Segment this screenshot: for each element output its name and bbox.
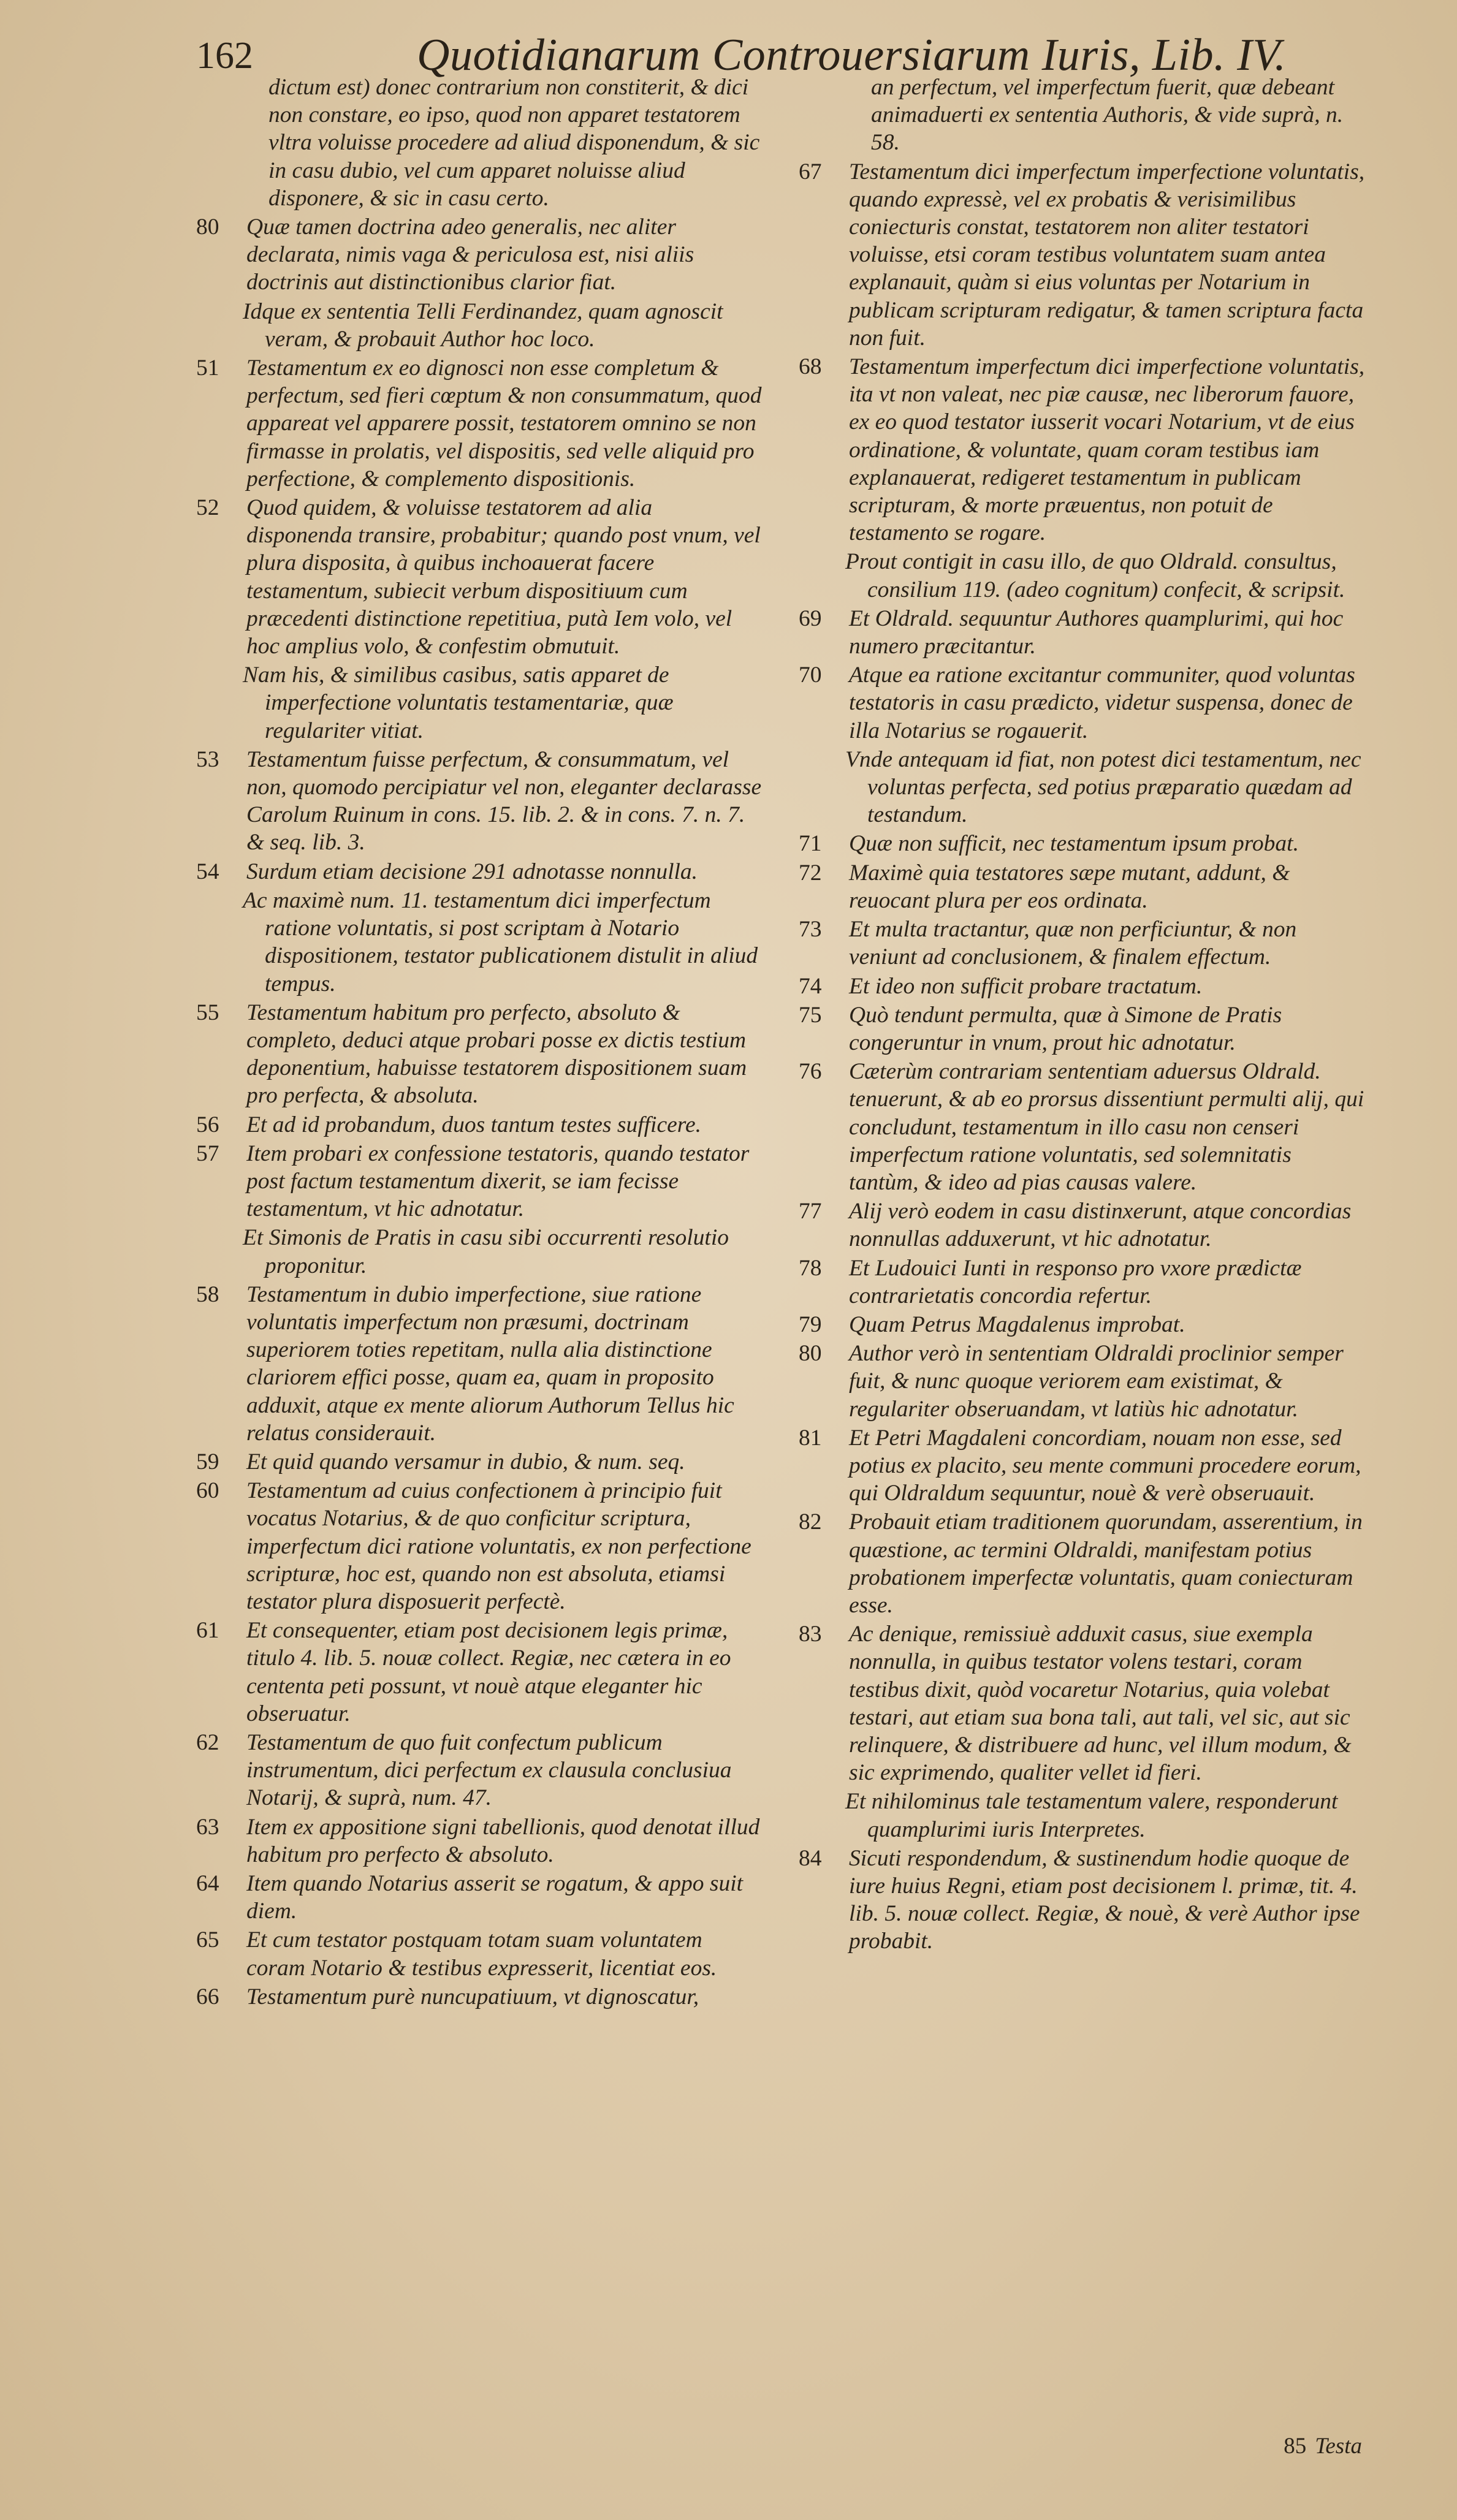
paragraph-number: 83 — [799, 1622, 822, 1647]
summary-paragraph — [196, 1281, 763, 1447]
paragraph-text: Quæ tamen doctrina adeo generalis, nec aliter declarata, nimis vaga & periculosa est, nisi aliis doctrinis aut distinctionibus clarior fiat. — [246, 214, 694, 295]
summary-paragraph — [196, 858, 763, 886]
summary-paragraph — [799, 1424, 1366, 1508]
paragraph-number: 53 — [196, 746, 219, 772]
paragraph-text: Et Oldrald. sequuntur Authores quamplurimi, qui hoc numero præcitantur. — [849, 605, 1344, 659]
paragraph-text: Item probari ex confessione testatoris, quando testator post factum testamentum dixerit, se iam fecisse testamentum, vt hic adnotatur. — [246, 1140, 750, 1222]
summary-paragraph — [196, 298, 763, 353]
paragraph-number: 79 — [799, 1311, 822, 1337]
paragraph-number: 60 — [196, 1478, 219, 1504]
paragraph-number: 54 — [196, 859, 219, 884]
paragraph-text: dictum est) donec contrarium non constiterit, & dici non constare, eo ipso, quod non apparet testatorem vltra voluisse procedere ad aliud disponendum, & sic in casu dubio, vel cum apparet noluisse aliud disponere, & sic in casu certo. — [268, 75, 760, 211]
paragraph-text: Alij verò eodem in casu distinxerunt, atque concordias nonnullas adduxerunt, vt hic adnotatur. — [849, 1199, 1352, 1252]
summary-paragraph — [196, 354, 763, 493]
summary-paragraph — [799, 1620, 1366, 1786]
paragraph-number: 80 — [196, 214, 219, 240]
paragraph-number: 51 — [196, 355, 219, 381]
paragraph-text: Item quando Notarius asserit se rogatum, & appo suit diem. — [246, 1871, 744, 1924]
paragraph-number: 56 — [196, 1112, 219, 1137]
paragraph-text: Quam Petrus Magdalenus improbat. — [849, 1311, 1185, 1337]
paragraph-text: Vnde antequam id fiat, non potest dici testamentum, nec voluntas perfecta, sed potius præparatio quædam ad testandum. — [845, 746, 1361, 828]
paragraph-text: Quæ non sufficit, nec testamentum ipsum probat. — [849, 831, 1299, 857]
paragraph-number: 67 — [799, 159, 822, 184]
paragraph-text: Surdum etiam decisione 291 adnotasse nonnulla. — [246, 859, 698, 884]
summary-paragraph — [196, 74, 763, 212]
summary-paragraph — [799, 859, 1366, 914]
summary-paragraph — [799, 1058, 1366, 1196]
paragraph-number: 61 — [196, 1618, 219, 1644]
paragraph-text: Maximè quia testatores sæpe mutant, addunt, & reuocant plura per eos ordinata. — [849, 860, 1290, 913]
summary-paragraph — [799, 1001, 1366, 1057]
catchword — [1284, 2433, 1362, 2459]
paragraph-text: Et cum testator postquam totam suam voluntatem coram Notario & testibus expresserit, licentiat eos. — [246, 1927, 717, 1981]
summary-paragraph — [196, 1983, 763, 2011]
paragraph-text: Testamentum imperfectum dici imperfectione voluntatis, ita vt non valeat, nec piæ causæ, nec liberorum fauore, ex eo quod testator iusserit vocari Notarium, vt de eius ordinatione, & voluntate, quam coram testibus iam explanauerat, redigeret testamentum in publicam scripturam, & morte præuentus, non potuit de testamento se rogare. — [849, 354, 1365, 546]
summary-paragraph — [799, 548, 1366, 603]
paragraph-number: 82 — [799, 1509, 822, 1535]
paragraph-number: 84 — [799, 1845, 822, 1871]
paragraph-text: Et Petri Magdaleni concordiam, nouam non esse, sed potius ex placito, seu mente communi procedere eorum, qui Oldraldum sequuntur, nouè & verè obseruauit. — [849, 1425, 1361, 1506]
paragraph-text: Et consequenter, etiam post decisionem legis primæ, titulo 4. lib. 5. nouæ collect. Regiæ, nec cætera in eo cententa peti possunt, vt nouè atque eleganter hic obseruatur. — [246, 1618, 731, 1726]
paragraph-number: 81 — [799, 1425, 822, 1451]
summary-paragraph — [799, 605, 1366, 660]
paragraph-text: Testamentum de quo fuit confectum publicum instrumentum, dici perfectum ex clausula conclusiua Notarij, & suprà, num. 47. — [246, 1729, 732, 1811]
right-column — [799, 74, 1366, 1957]
paragraph-text: Testamentum ex eo dignosci non esse completum & perfectum, sed fieri cœptum & non consummatum, quod appareat vel apparere possit, testatorem omnino se non firmasse in prolatis, vel dispositis, sed velle aliquid pro perfectione, & complemento dispositionis. — [246, 355, 762, 491]
paragraph-text: Et ideo non sufficit probare tractatum. — [849, 973, 1203, 999]
paragraph-number: 77 — [799, 1199, 822, 1224]
paragraph-number: 59 — [196, 1449, 219, 1474]
summary-paragraph — [799, 1197, 1366, 1253]
summary-paragraph — [196, 1617, 763, 1728]
summary-paragraph — [799, 830, 1366, 857]
paragraph-number: 80 — [799, 1341, 822, 1367]
paragraph-number: 58 — [196, 1281, 219, 1307]
summary-paragraph — [196, 661, 763, 745]
paragraph-number: 57 — [196, 1140, 219, 1166]
summary-paragraph — [799, 746, 1366, 829]
paragraph-text: Nam his, & similibus casibus, satis apparet de imperfectione voluntatis testamentariæ, quæ regulariter vitiat. — [243, 662, 674, 743]
paragraph-text: Et Simonis de Pratis in casu sibi occurrenti resolutio proponitur. — [243, 1225, 729, 1278]
paragraph-text: Sicuti respondendum, & sustinendum hodie quoque de iure huius Regni, etiam post decisionem l. primæ, tit. 4. lib. 5. nouæ collect. Regiæ, & nouè, & verè Author ipse probabit. — [849, 1845, 1360, 1954]
paragraph-number: 66 — [196, 1984, 219, 2010]
summary-paragraph — [799, 1340, 1366, 1423]
paragraph-text: Prout contigit in casu illo, de quo Oldrald. consultus, consilium 119. (adeo cognitum) confecit, & scripsit. — [845, 549, 1345, 602]
paragraph-text: Idque ex sententia Telli Ferdinandez, quam agnoscit veram, & probauit Author hoc loco. — [243, 298, 723, 352]
paragraph-text: Et multa tractantur, quæ non perficiuntur, & non veniunt ad conclusionem, & finalem effectum. — [849, 917, 1297, 970]
paragraph-number: 76 — [799, 1059, 822, 1085]
paragraph-text: Ac maximè num. 11. testamentum dici imperfectum ratione voluntatis, si post scriptam à Notario dispositionem, testator publicationem distulit in aliud tempus. — [243, 887, 758, 996]
summary-paragraph — [799, 1254, 1366, 1310]
summary-paragraph — [196, 1926, 763, 1981]
paragraph-text: Author verò in sententiam Oldraldi proclinior semper fuit, & nunc quoque veriorem eam existimat, & regulariter obseruandam, vt latiùs hic adnotatur. — [849, 1341, 1344, 1422]
paragraph-number: 64 — [196, 1871, 219, 1896]
summary-paragraph — [196, 1729, 763, 1812]
paragraph-number: 70 — [799, 662, 822, 688]
page-number: 162 — [196, 35, 253, 77]
running-title: Quotidianarum Controuersiarum Iuris, Lib. IV. — [417, 30, 1287, 80]
summary-paragraph — [799, 1311, 1366, 1338]
paragraph-text: Quod quidem, & voluisse testatorem ad alia disponenda transire, probabitur; quando post vnum, vel plura disposita, à quibus inchoauerat facere testamentum, subiecit verbum dispositiuum cum præcedenti distinctione repetitiua, putà Iem volo, vel hoc amplius volo, & confestim obmutuit. — [246, 495, 761, 659]
summary-paragraph — [196, 1224, 763, 1279]
paragraph-text: Testamentum fuisse perfectum, & consummatum, vel non, quomodo percipiatur vel non, eleganter declarasse Carolum Ruinum in cons. 15. lib. 2. & in cons. 7. n. 7. & seq. lib. 3. — [246, 746, 762, 856]
paragraph-number: 52 — [196, 495, 219, 521]
summary-paragraph — [799, 1788, 1366, 1843]
summary-paragraph — [196, 213, 763, 297]
summary-paragraph — [799, 353, 1366, 547]
summary-paragraph — [799, 973, 1366, 1000]
paragraph-number: 62 — [196, 1729, 219, 1755]
summary-paragraph — [799, 1845, 1366, 1956]
summary-paragraph — [799, 1508, 1366, 1619]
paragraph-text: Quò tendunt permulta, quæ à Simone de Pratis congeruntur in vnum, prout hic adnotatur. — [849, 1002, 1282, 1055]
paragraph-text: Testamentum ad cuius confectionem à principio fuit vocatus Notarius, & de quo conficitur scriptura, imperfectum dici ratione voluntatis, ex non perfectione scripturæ, hoc est, quando non est absoluta, etiamsi testator plura disposuerit perfectè. — [246, 1478, 751, 1614]
summary-paragraph — [799, 74, 1366, 157]
paragraph-text: Probauit etiam traditionem quorundam, asserentium, in quæstione, ac termini Oldraldi, manifestam potius probationem imperfectæ voluntatis, quam coniecturam esse. — [849, 1509, 1363, 1618]
paragraph-number: 71 — [799, 831, 822, 857]
summary-paragraph — [196, 1870, 763, 1925]
paragraph-text: Testamentum in dubio imperfectione, siue ratione voluntatis imperfectum non præsumi, doctrinam superiorem toties repetitam, nulla alia distinctione clariorem effici posse, quam ea, quam in proposito adduxit, atque ex mente aliorum Authorum Tellus hic relatus considerauit. — [246, 1281, 734, 1446]
summary-paragraph — [196, 887, 763, 998]
summary-paragraph — [196, 1477, 763, 1615]
summary-paragraph — [799, 158, 1366, 352]
paragraph-number: 63 — [196, 1814, 219, 1840]
paragraph-text: Et Ludouici Iunti in responso pro vxore prædictæ contrarietatis concordia refertur. — [849, 1255, 1302, 1308]
paragraph-number: 72 — [799, 860, 822, 886]
paragraph-number: 69 — [799, 605, 822, 631]
paragraph-text: Et quid quando versamur in dubio, & num. seq. — [246, 1449, 685, 1474]
paragraph-number: 78 — [799, 1255, 822, 1281]
paragraph-text: Ac denique, remissiuè adduxit casus, siue exempla nonnulla, in quibus testator volens testari, coram testibus dixit, quòd vocaretur Notarius, quia volebat testari, aut etiam sua bona tali, aut tali, vel sic, aut sic relinquere, & distribuere ad hunc, vel illum modum, & sic exprimendo, qualiter vellet id fieri. — [849, 1622, 1352, 1786]
summary-paragraph — [196, 1813, 763, 1869]
summary-paragraph — [799, 661, 1366, 745]
paragraph-number: 74 — [799, 973, 822, 999]
summary-paragraph — [196, 1448, 763, 1476]
summary-paragraph — [196, 999, 763, 1110]
paragraph-text: Atque ea ratione excitantur communiter, quod voluntas testatoris in casu prædicto, videtur suspensa, donec de illa Notarius se rogauerit. — [849, 662, 1355, 743]
paragraph-text: Item ex appositione signi tabellionis, quod denotat illud habitum pro perfecto & absoluto. — [246, 1814, 760, 1867]
paragraph-number: 55 — [196, 1000, 219, 1025]
paragraph-number: 75 — [799, 1002, 822, 1028]
paragraph-text: Testamentum purè nuncupatiuum, vt dignoscatur, — [246, 1984, 699, 2010]
summary-paragraph — [196, 1140, 763, 1223]
paragraph-number: 65 — [196, 1927, 219, 1953]
paragraph-number: 68 — [799, 354, 822, 380]
summary-paragraph — [799, 916, 1366, 971]
paragraph-text: an perfectum, vel imperfectum fuerit, quæ debeant animaduerti ex sententia Authoris, & vide suprà, n. 58. — [871, 75, 1344, 156]
paragraph-number: 73 — [799, 917, 822, 943]
paragraph-text: Testamentum dici imperfectum imperfectione voluntatis, quando expressè, vel ex probatis & verisimilibus coniecturis constat, testatorem non aliter testatori voluisse, etsi coram testibus voluntatem suam antea explanauit, quàm si eius voluntas per Notarium in publicam scripturam redigatur, & tamen scriptura facta non fuit. — [849, 159, 1365, 351]
catchword-text: Testa — [1315, 2434, 1362, 2459]
paragraph-text: Cæterùm contrariam sententiam aduersus Oldrald. tenuerunt, & ab eo prorsus dissentiunt permulti alij, qui concludunt, testamentum in illo casu non censeri imperfectum ratione voluntatis, sed solemnitatis tantùm, & ideo ad pias causas valere. — [849, 1059, 1364, 1195]
summary-paragraph — [196, 746, 763, 857]
paragraph-text: Et ad id probandum, duos tantum testes sufficere. — [246, 1112, 701, 1137]
summary-paragraph — [196, 494, 763, 660]
summary-paragraph — [196, 1111, 763, 1139]
paragraph-text: Et nihilominus tale testamentum valere, responderunt quamplurimi iuris Interpretes. — [845, 1789, 1338, 1842]
paragraph-text: Testamentum habitum pro perfecto, absoluto & completo, deduci atque probari posse ex dictis testium deponentium, habuisse testatorem dispositionem suam pro perfecta, & absoluta. — [246, 1000, 747, 1109]
left-column — [196, 74, 763, 2012]
catchword-number: 85 — [1284, 2434, 1307, 2459]
